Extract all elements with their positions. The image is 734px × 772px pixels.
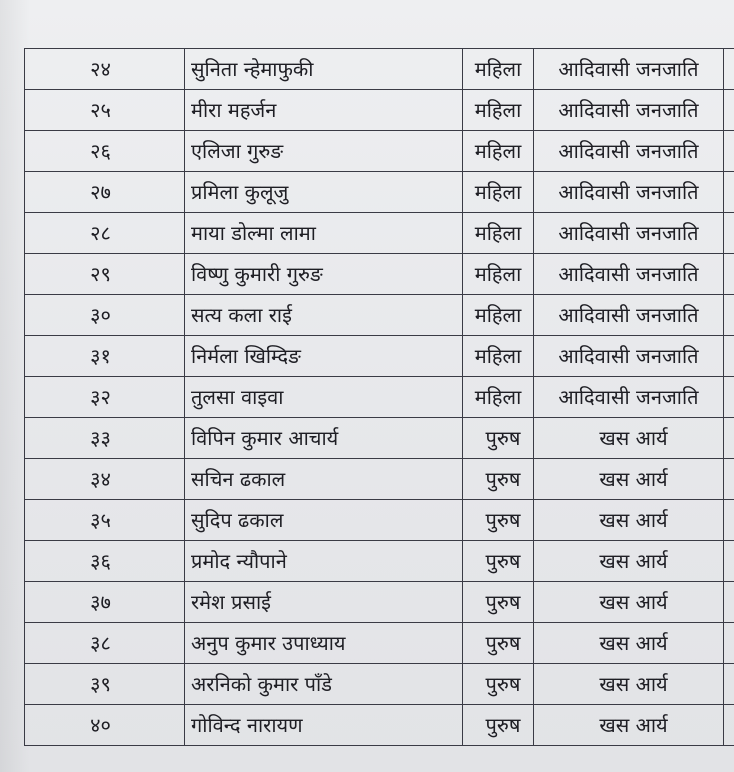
cropped-column (724, 582, 734, 623)
cropped-column (724, 623, 734, 664)
candidate-name: माया डोल्मा लामा (185, 213, 463, 254)
row-number: ३१ (25, 336, 185, 377)
gender-cell: पुरुष (463, 500, 534, 541)
table-row (25, 131, 734, 172)
gender-cell: महिला (463, 131, 534, 172)
group-cell: खस आर्य (534, 418, 724, 459)
cropped-column (724, 131, 734, 172)
cropped-column (724, 172, 734, 213)
candidate-name: सुदिप ढकाल (185, 500, 463, 541)
group-cell: आदिवासी जनजाति (534, 295, 724, 336)
gender-cell: महिला (463, 336, 534, 377)
row-number: २९ (25, 254, 185, 295)
group-cell: खस आर्य (534, 541, 724, 582)
candidate-name: तुलसा वाइवा (185, 377, 463, 418)
group-cell: आदिवासी जनजाति (534, 254, 724, 295)
candidate-name: विपिन कुमार आचार्य (185, 418, 463, 459)
row-number: ३० (25, 295, 185, 336)
table-row (25, 172, 734, 213)
candidate-name: विष्णु कुमारी गुरुङ (185, 254, 463, 295)
group-cell: आदिवासी जनजाति (534, 172, 724, 213)
group-cell: आदिवासी जनजाति (534, 213, 724, 254)
group-cell: आदिवासी जनजाति (534, 336, 724, 377)
cropped-column (724, 377, 734, 418)
table-row (25, 418, 734, 459)
candidate-name: निर्मला खिम्दिङ (185, 336, 463, 377)
candidate-name: सुनिता न्हेमाफुकी (185, 49, 463, 90)
candidate-name: मीरा महर्जन (185, 90, 463, 131)
table-row (25, 49, 734, 90)
gender-cell: पुरुष (463, 582, 534, 623)
candidate-name: प्रमिला कुलूजु (185, 172, 463, 213)
gender-cell: महिला (463, 172, 534, 213)
table-row (25, 254, 734, 295)
gender-cell: पुरुष (463, 541, 534, 582)
row-number: ३७ (25, 582, 185, 623)
cropped-column (724, 254, 734, 295)
cropped-column (724, 49, 734, 90)
row-number: ३८ (25, 623, 185, 664)
cropped-column (724, 664, 734, 705)
table-row (25, 541, 734, 582)
cropped-column (724, 500, 734, 541)
table-row (25, 336, 734, 377)
table-row (25, 213, 734, 254)
table-row (25, 459, 734, 500)
candidate-name: सचिन ढकाल (185, 459, 463, 500)
cropped-column (724, 418, 734, 459)
gender-cell: पुरुष (463, 418, 534, 459)
row-number: २७ (25, 172, 185, 213)
row-number: ३३ (25, 418, 185, 459)
table-row (25, 377, 734, 418)
gender-cell: पुरुष (463, 459, 534, 500)
group-cell: आदिवासी जनजाति (534, 49, 724, 90)
cropped-column (724, 336, 734, 377)
row-number: ३४ (25, 459, 185, 500)
cropped-column (724, 295, 734, 336)
table-row (25, 705, 734, 746)
row-number: २५ (25, 90, 185, 131)
row-number: ३५ (25, 500, 185, 541)
row-number: २८ (25, 213, 185, 254)
cropped-column (724, 459, 734, 500)
cropped-column (724, 705, 734, 746)
group-cell: आदिवासी जनजाति (534, 131, 724, 172)
candidate-name: गोविन्द नारायण (185, 705, 463, 746)
cropped-column (724, 90, 734, 131)
group-cell: खस आर्य (534, 705, 724, 746)
row-number: ३९ (25, 664, 185, 705)
candidate-name: एलिजा गुरुङ (185, 131, 463, 172)
group-cell: खस आर्य (534, 582, 724, 623)
gender-cell: महिला (463, 254, 534, 295)
table-row (25, 582, 734, 623)
gender-cell: महिला (463, 295, 534, 336)
candidate-name: प्रमोद न्यौपाने (185, 541, 463, 582)
group-cell: खस आर्य (534, 623, 724, 664)
candidate-name: अनुप कुमार उपाध्याय (185, 623, 463, 664)
cropped-column (724, 541, 734, 582)
gender-cell: महिला (463, 377, 534, 418)
group-cell: आदिवासी जनजाति (534, 377, 724, 418)
candidate-name: अरनिको कुमार पाँडे (185, 664, 463, 705)
group-cell: आदिवासी जनजाति (534, 90, 724, 131)
candidate-name: सत्य कला राई (185, 295, 463, 336)
candidate-table (24, 48, 734, 746)
gender-cell: महिला (463, 49, 534, 90)
row-number: ४० (25, 705, 185, 746)
row-number: २६ (25, 131, 185, 172)
row-number: ३६ (25, 541, 185, 582)
table-row (25, 664, 734, 705)
gender-cell: महिला (463, 213, 534, 254)
gender-cell: पुरुष (463, 705, 534, 746)
row-number: ३२ (25, 377, 185, 418)
cropped-column (724, 213, 734, 254)
candidate-table-body (25, 49, 734, 746)
table-row (25, 90, 734, 131)
group-cell: खस आर्य (534, 500, 724, 541)
candidate-name: रमेश प्रसाई (185, 582, 463, 623)
table-row (25, 295, 734, 336)
table-row (25, 500, 734, 541)
gender-cell: पुरुष (463, 623, 534, 664)
table-row (25, 623, 734, 664)
gender-cell: महिला (463, 90, 534, 131)
group-cell: खस आर्य (534, 664, 724, 705)
group-cell: खस आर्य (534, 459, 724, 500)
gender-cell: पुरुष (463, 664, 534, 705)
row-number: २४ (25, 49, 185, 90)
